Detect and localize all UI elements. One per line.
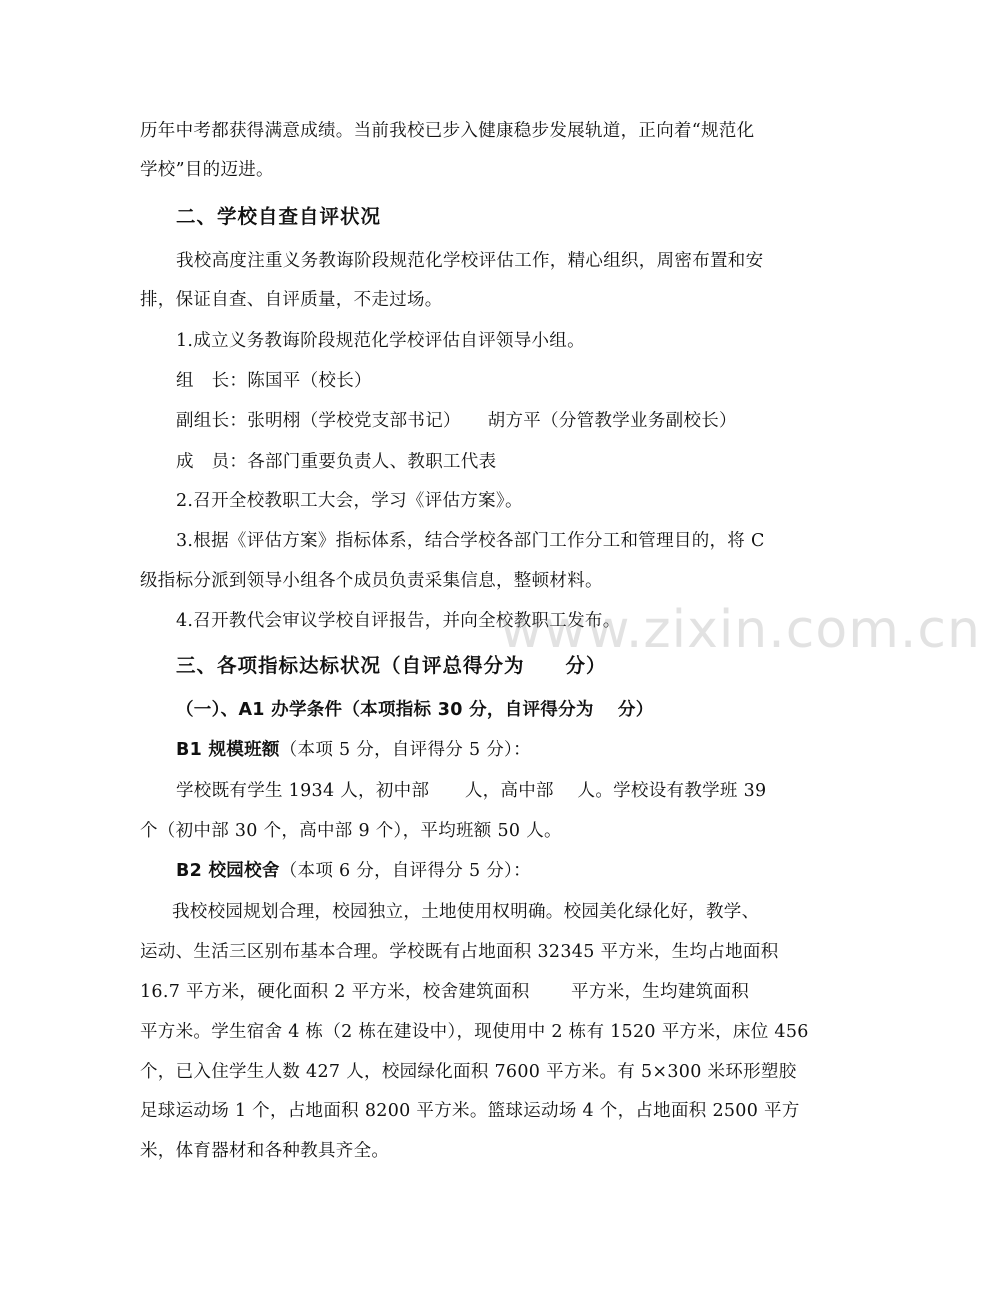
- paragraph-line: 学校既有学生 1934 人，初中部 人，高中部 人。学校设有教学班 39: [176, 781, 767, 801]
- paragraph-line: 16.7 平方米，硬化面积 2 平方米，校舍建筑面积 平方米，生均建筑面积: [140, 982, 750, 1002]
- paragraph-line: 米，体育器材和各种教具齐全。: [140, 1141, 390, 1161]
- paragraph-line: 我校校园规划合理，校园独立，土地使用权明确。校园美化绿化好，教学、: [172, 902, 760, 922]
- watermark: www.zixin.com.cn: [500, 600, 981, 660]
- section-heading: 三、各项指标达标状况（自评总得分为 分）: [176, 654, 607, 677]
- section-heading: 二、学校自查自评状况: [176, 205, 382, 228]
- paragraph-line: 运动、生活三区别布基本合理。学校既有占地面积 32345 平方米，生均占地面积: [140, 942, 779, 962]
- list-item: 组 长：陈国平（校长）: [176, 371, 372, 391]
- paragraph-line: 个（初中部 30 个，高中部 9 个），平均班额 50 人。: [140, 821, 562, 841]
- item-heading-title: B1 规模班额: [176, 740, 280, 760]
- paragraph-line: 历年中考都获得满意成绩。当前我校已步入健康稳步发展轨道，正向着“规范化: [140, 121, 755, 141]
- list-item: 3.根据《评估方案》指标体系，结合学校各部门工作分工和管理目的，将 C: [176, 531, 765, 551]
- paragraph-line: 级指标分派到领导小组各个成员负责采集信息，整顿材料。: [140, 571, 603, 591]
- item-heading-score: （本项 5 分，自评得分 5 分）：: [279, 740, 531, 760]
- list-item: 4.召开教代会审议学校自评报告，并向全校教职工发布。: [176, 611, 621, 631]
- paragraph-line: 个，已入住学生人数 427 人，校园绿化面积 7600 平方米。有 5×300 米环形塑胶: [140, 1062, 797, 1082]
- paragraph-line: 足球运动场 1 个，占地面积 8200 平方米。篮球运动场 4 个，占地面积 2500 平方: [140, 1101, 800, 1121]
- list-item: 1.成立义务教诲阶段规范化学校评估自评领导小组。: [176, 331, 585, 351]
- paragraph-line: 学校”目的迈进。: [140, 160, 274, 180]
- item-heading: [176, 859, 836, 883]
- list-item: 2.召开全校教职工大会，学习《评估方案》。: [176, 491, 523, 511]
- list-item: 副组长：张明栩（学校党支部书记） 胡方平（分管教学业务副校长）: [176, 411, 737, 431]
- paragraph-line: 我校高度注重义务教诲阶段规范化学校评估工作，精心组织，周密布置和安: [176, 251, 764, 271]
- item-heading: [176, 738, 836, 762]
- paragraph-line: 平方米。学生宿舍 4 栋（2 栋在建设中），现使用中 2 栋有 1520 平方米，床位 456: [140, 1022, 809, 1042]
- subsection-heading: （一）、A1 办学条件（本项指标 30 分，自评得分为 分）: [176, 700, 654, 720]
- item-heading-title: B2 校园校舍: [176, 861, 280, 881]
- item-heading-score: （本项 6 分，自评得分 5 分）：: [279, 861, 531, 881]
- paragraph-line: 排，保证自查、自评质量，不走过场。: [140, 290, 443, 310]
- list-item: 成 员：各部门重要负责人、教职工代表: [176, 452, 497, 472]
